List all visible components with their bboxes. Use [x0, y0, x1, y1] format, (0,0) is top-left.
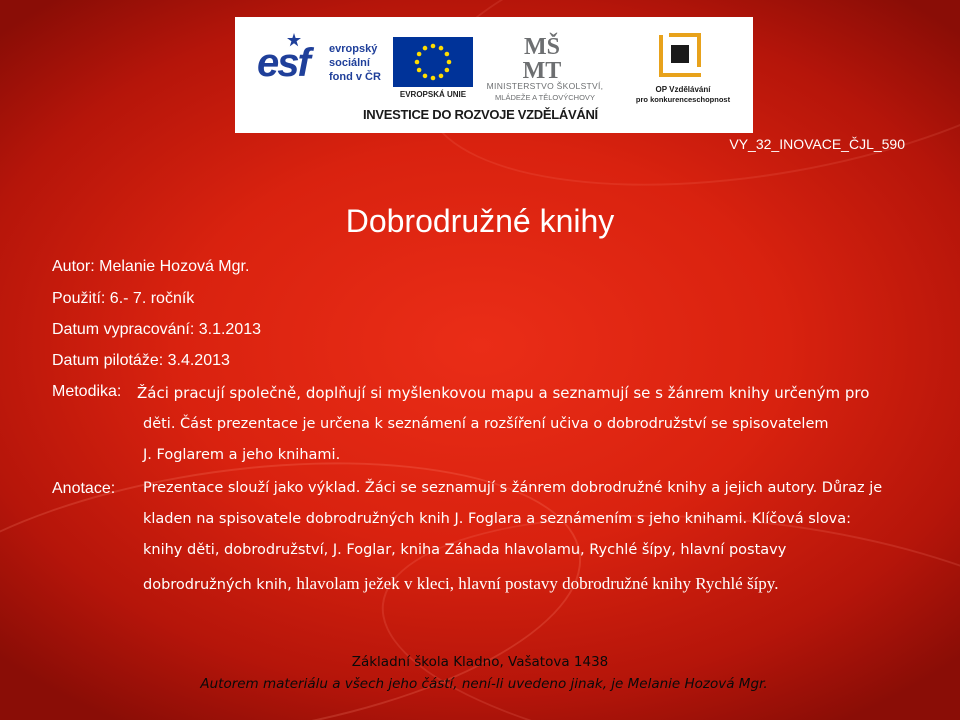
msmt-text-line-2: MLÁDEŽE A TĚLOVÝCHOVY: [495, 93, 595, 102]
msmt-text-line-1: MINISTERSTVO ŠKOLSTVÍ,: [486, 81, 604, 91]
annotation-line: kladen na spisovatele dobrodružných knih J. Foglara a seznámením s jeho knihami. Klíčová slova:: [143, 511, 852, 527]
esf-mark: esf: [257, 41, 309, 85]
op-text-line-2: pro konkurenceschopnost: [635, 95, 731, 104]
material-code: VY_32_INOVACE_ČJL_590: [729, 136, 905, 152]
esf-text-line-2: sociální: [329, 57, 370, 69]
slide-title: Dobrodružné knihy: [345, 203, 615, 239]
eu-logo: [393, 37, 473, 101]
esf-text-line-1: evropský: [329, 43, 378, 55]
method-line: děti. Část prezentace je určena k seznámení a rozšíření učiva o dobrodružství se spisovatelem: [143, 416, 829, 432]
author-credit: Autorem materiálu a všech jeho částí, není-li uvedeno jinak, je Melanie Hozová Mgr.: [200, 676, 768, 692]
esf-star-icon: [287, 33, 301, 47]
annotation-line-sans-part: dobrodružných knih,: [143, 577, 297, 593]
annotation-line: knihy děti, dobrodružství, J. Foglar, kniha Záhada hlavolamu, Rychlé šípy, hlavní postavy: [143, 542, 787, 558]
annotation-line-serif-part: hlavolam ježek v kleci, hlavní postavy dobrodružné knihy Rychlé šípy.: [296, 574, 779, 593]
esf-logo: [257, 33, 385, 101]
annotation-label: Anotace:: [52, 480, 116, 497]
op-text-line-1: OP Vzdělávání: [655, 85, 711, 94]
method-line: Žáci pracují společně, doplňují si myšlenkovou mapu a seznamují se s žánrem knihy určeným pro: [137, 384, 870, 402]
logo-banner: [235, 17, 753, 133]
author-line: Autor: Melanie Hozová Mgr.: [52, 258, 250, 275]
op-logo: [627, 31, 739, 105]
annotation-line: [143, 574, 778, 594]
esf-text-line-3: fond v ČR: [329, 71, 381, 83]
banner-text: INVESTICE DO ROZVOJE VZDĚLÁVÁNÍ: [363, 107, 598, 122]
school-name: Základní škola Kladno, Vašatova 1438: [351, 654, 609, 670]
usage-line: Použití: 6.- 7. ročník: [52, 290, 195, 307]
method-line: J. Foglarem a jeho knihami.: [143, 447, 341, 463]
piloted-date-line: Datum pilotáže: 3.4.2013: [52, 352, 230, 369]
prepared-date-line: Datum vypracování: 3.1.2013: [52, 321, 262, 338]
eu-caption: EVROPSKÁ UNIE: [399, 90, 467, 99]
op-frame-icon: [655, 31, 705, 81]
msmt-logo: [475, 33, 615, 105]
annotation-line: Prezentace slouží jako výklad. Žáci se seznamují s žánrem dobrodružné knihy a jejich autory. Důraz je: [143, 480, 883, 496]
eu-flag-icon: [393, 37, 473, 87]
method-label: Metodika:: [52, 383, 122, 400]
msmt-mark: MŠ MT: [522, 34, 562, 84]
